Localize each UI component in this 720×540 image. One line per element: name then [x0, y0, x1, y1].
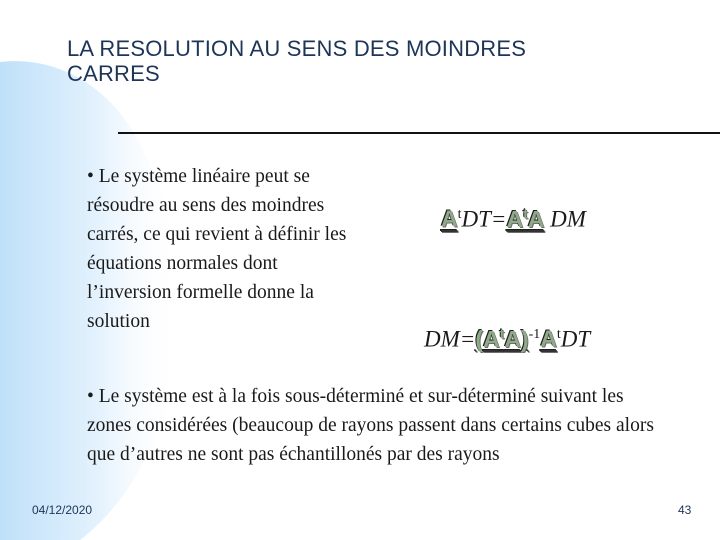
eq-text: DM= [424, 326, 476, 352]
footer-date: 04/12/2020 [32, 503, 93, 517]
normal-equation [441, 205, 586, 233]
eq-text: DM [544, 206, 586, 232]
inverse-term: $(A^tA)$ [475, 325, 529, 352]
matrix-a: A [441, 205, 458, 232]
eq-text: DT [560, 326, 591, 352]
matrix-a: A [540, 325, 557, 352]
inverse-exponent: -1 [528, 327, 541, 342]
solution-equation [424, 325, 590, 353]
left-paragraph: • Le système linéaire peut se résoudre au sens des moindres carrés, ce qui revient à définir les équations normales dont l’inversion formelle donne la solution [87, 166, 347, 332]
title-divider [118, 132, 720, 134]
title-line-2: CARRES [67, 61, 160, 86]
transpose-sup: t [556, 327, 561, 342]
title-line-1: LA RESOLUTION AU SENS DES MOINDRES [67, 36, 527, 61]
matrix-a: $A^tA$ [506, 205, 545, 232]
page-title [67, 36, 687, 86]
eq-text: DT= [461, 206, 507, 232]
transpose-sup: t [457, 207, 462, 222]
page-number: 43 [678, 503, 692, 517]
bottom-paragraph: • Le système est à la fois sous-déterminé et sur-déterminé suivant les zones considérées (beaucoup de rayons passent dans certains cubes alors que d’autres ne sont pas échantillonés par des rayons [87, 386, 654, 465]
